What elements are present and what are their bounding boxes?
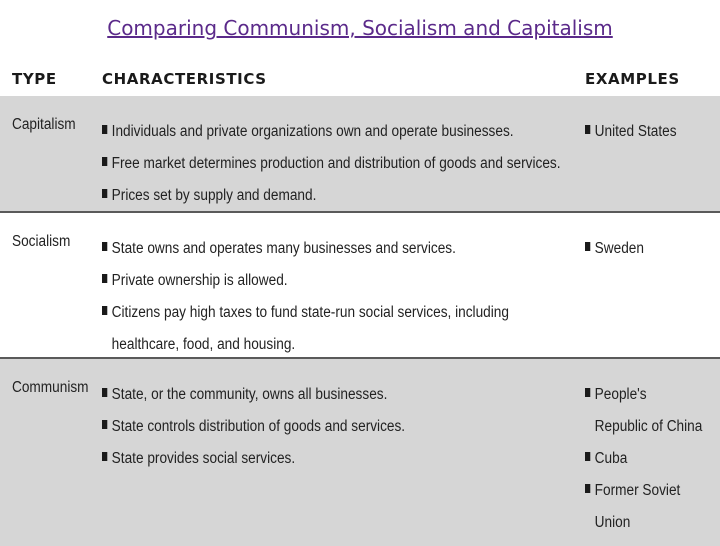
list-item: State owns and operates many businesses and services. <box>102 233 516 265</box>
bullet-icon <box>102 306 107 315</box>
bullet-icon <box>102 452 107 461</box>
bullet-icon <box>102 274 107 283</box>
type-label: Communism <box>12 379 89 396</box>
list-item: State controls distribution of goods and services. <box>102 411 516 443</box>
type-label: Capitalism <box>12 116 76 133</box>
bullet-icon <box>102 189 107 198</box>
list-item: People's <box>585 379 699 411</box>
examples-list <box>585 233 715 265</box>
bullet-icon <box>585 388 590 397</box>
header-examples: EXAMPLES <box>585 70 680 88</box>
bullet-icon <box>102 125 107 134</box>
bullet-icon <box>102 420 107 429</box>
bullet-icon <box>585 452 590 461</box>
list-item: State, or the community, owns all businesses. <box>102 379 516 411</box>
comparison-table <box>0 66 720 546</box>
table-row-socialism <box>0 213 720 359</box>
list-item: Private ownership is allowed. <box>102 265 516 297</box>
header-characteristics: CHARACTERISTICS <box>102 70 267 88</box>
characteristics-list <box>102 233 572 361</box>
characteristics-list <box>102 116 572 212</box>
bullet-icon <box>102 388 107 397</box>
type-label: Socialism <box>12 233 71 250</box>
page-title: Comparing Communism, Socialism and Capitalism <box>107 16 613 40</box>
bullet-icon <box>102 157 107 166</box>
list-item: Citizens pay high taxes to fund state-run social services, including <box>102 297 516 329</box>
bullet-icon <box>585 125 590 134</box>
examples-list <box>585 116 715 148</box>
examples-list <box>585 379 715 539</box>
list-item: Prices set by supply and demand. <box>102 180 516 212</box>
bullet-icon <box>585 484 590 493</box>
bullet-icon <box>102 242 107 251</box>
list-item-continuation: healthcare, food, and housing. <box>111 336 296 353</box>
header-type: TYPE <box>12 70 57 88</box>
list-item: Cuba <box>585 443 699 475</box>
table-row-communism <box>0 359 720 546</box>
list-item: Former Soviet <box>585 475 699 507</box>
bullet-icon <box>585 242 590 251</box>
list-item: Sweden <box>585 233 699 265</box>
list-item-continuation: Union <box>594 514 631 531</box>
table-row-capitalism <box>0 96 720 213</box>
table-header <box>0 66 720 96</box>
list-item-continuation: Republic of China <box>594 418 703 435</box>
list-item: United States <box>585 116 699 148</box>
list-item: State provides social services. <box>102 443 516 475</box>
characteristics-list <box>102 379 572 475</box>
list-item: Individuals and private organizations own and operate businesses. <box>102 116 516 148</box>
list-item: Free market determines production and distribution of goods and services. <box>102 148 516 180</box>
